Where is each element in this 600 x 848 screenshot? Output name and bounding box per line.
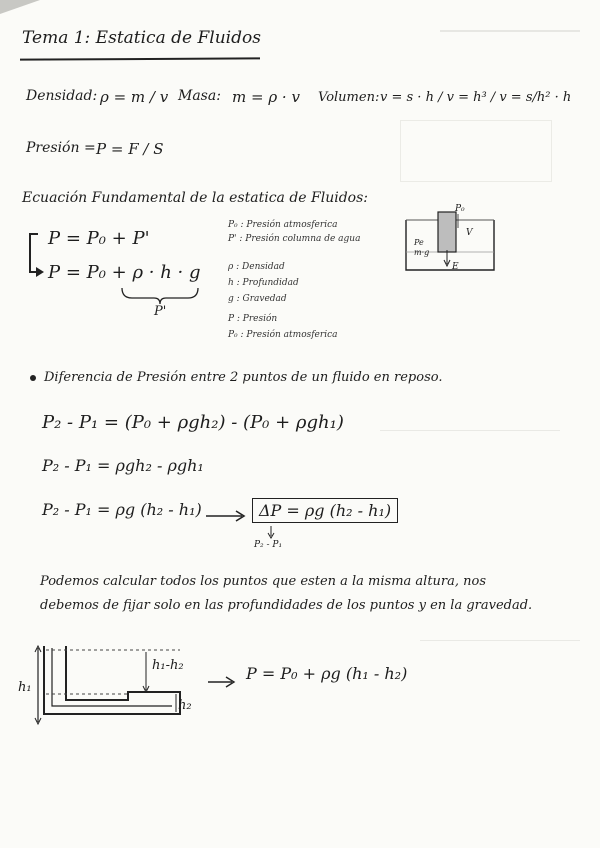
result-note-arrow bbox=[266, 526, 276, 540]
volumen-label: Volumen: bbox=[318, 90, 380, 105]
u-vessel-diagram bbox=[30, 642, 210, 726]
diferencia-line-1: P₂ - P₁ = (P₀ + ρgh₂) - (P₀ + ρgh₁) bbox=[42, 412, 344, 433]
final-formula: P = P₀ + ρg (h₁ - h₂) bbox=[246, 664, 408, 683]
vessel-label-h1h2: h₁-h₂ bbox=[152, 658, 184, 673]
legend-bottom-3: g : Gravedad bbox=[228, 294, 287, 304]
densidad-label: Densidad: bbox=[26, 88, 98, 104]
masa-formula: m = ρ · v bbox=[232, 88, 300, 106]
diferencia-line-3: P₂ - P₁ = ρg (h₂ - h₁) bbox=[42, 500, 202, 519]
conclusion-line-1: Podemos calcular todos los puntos que esten a la misma altura, nos bbox=[40, 574, 487, 589]
ecuacion-line-2: P = P₀ + ρ · h · g bbox=[48, 262, 201, 283]
diagram-pe: Pe bbox=[414, 238, 424, 247]
volumen-formula: v = s · h / v = h³ / v = s/h² · h bbox=[380, 90, 572, 105]
legend-bottom-2: h : Profundidad bbox=[228, 278, 299, 288]
ecuacion-line-1: P = P₀ + P' bbox=[48, 228, 150, 249]
densidad-formula: ρ = m / v bbox=[100, 88, 169, 106]
conclusion-line-2: debemos de fijar solo en las profundidades de los puntos y en la gravedad. bbox=[40, 598, 533, 613]
diagram-p0: P₀ bbox=[455, 204, 465, 214]
presion-label: Presión = bbox=[26, 140, 96, 156]
legend-bottom-5: P₀ : Presión atmosferica bbox=[228, 330, 338, 340]
ecuacion-brace bbox=[120, 286, 200, 306]
diferencia-result-note: P₂ - P₁ bbox=[254, 540, 283, 550]
result-arrow bbox=[206, 510, 248, 522]
vessel-label-h1: h₁ bbox=[18, 680, 32, 695]
diagram-mg: m·g bbox=[414, 248, 430, 257]
masa-label: Masa: bbox=[178, 88, 221, 104]
title-underline bbox=[20, 57, 260, 60]
ecuacion-brace-label: P' bbox=[154, 304, 167, 319]
submerged-block bbox=[438, 212, 456, 252]
vessel-label-h2: h₂ bbox=[178, 698, 192, 713]
legend-bottom-1: ρ : Densidad bbox=[228, 262, 285, 272]
bullet-dot bbox=[30, 375, 36, 381]
ecuacion-heading: Ecuación Fundamental de la estatica de Fluidos: bbox=[22, 190, 369, 206]
diferencia-line-2: P₂ - P₁ = ρgh₂ - ρgh₁ bbox=[42, 456, 204, 475]
presion-formula: P = F / S bbox=[96, 140, 164, 158]
legend-top-2: P' : Presión columna de agua bbox=[228, 234, 361, 244]
legend-bottom-4: P : Presión bbox=[228, 314, 278, 324]
diferencia-result: ΔP = ρg (h₂ - h₁) bbox=[252, 498, 398, 523]
final-arrow bbox=[208, 676, 238, 688]
diferencia-heading-text: Diferencia de Presión entre 2 puntos de un fluido en reposo. bbox=[44, 370, 443, 385]
legend-top-1: P₀ : Presión atmosferica bbox=[228, 220, 338, 230]
diagram-v: V bbox=[466, 228, 473, 238]
diagram-e: E bbox=[452, 262, 459, 272]
page-title: Tema 1: Estatica de Fluidos bbox=[22, 28, 261, 48]
diferencia-heading bbox=[30, 370, 442, 385]
page-corner-shadow bbox=[0, 0, 40, 14]
